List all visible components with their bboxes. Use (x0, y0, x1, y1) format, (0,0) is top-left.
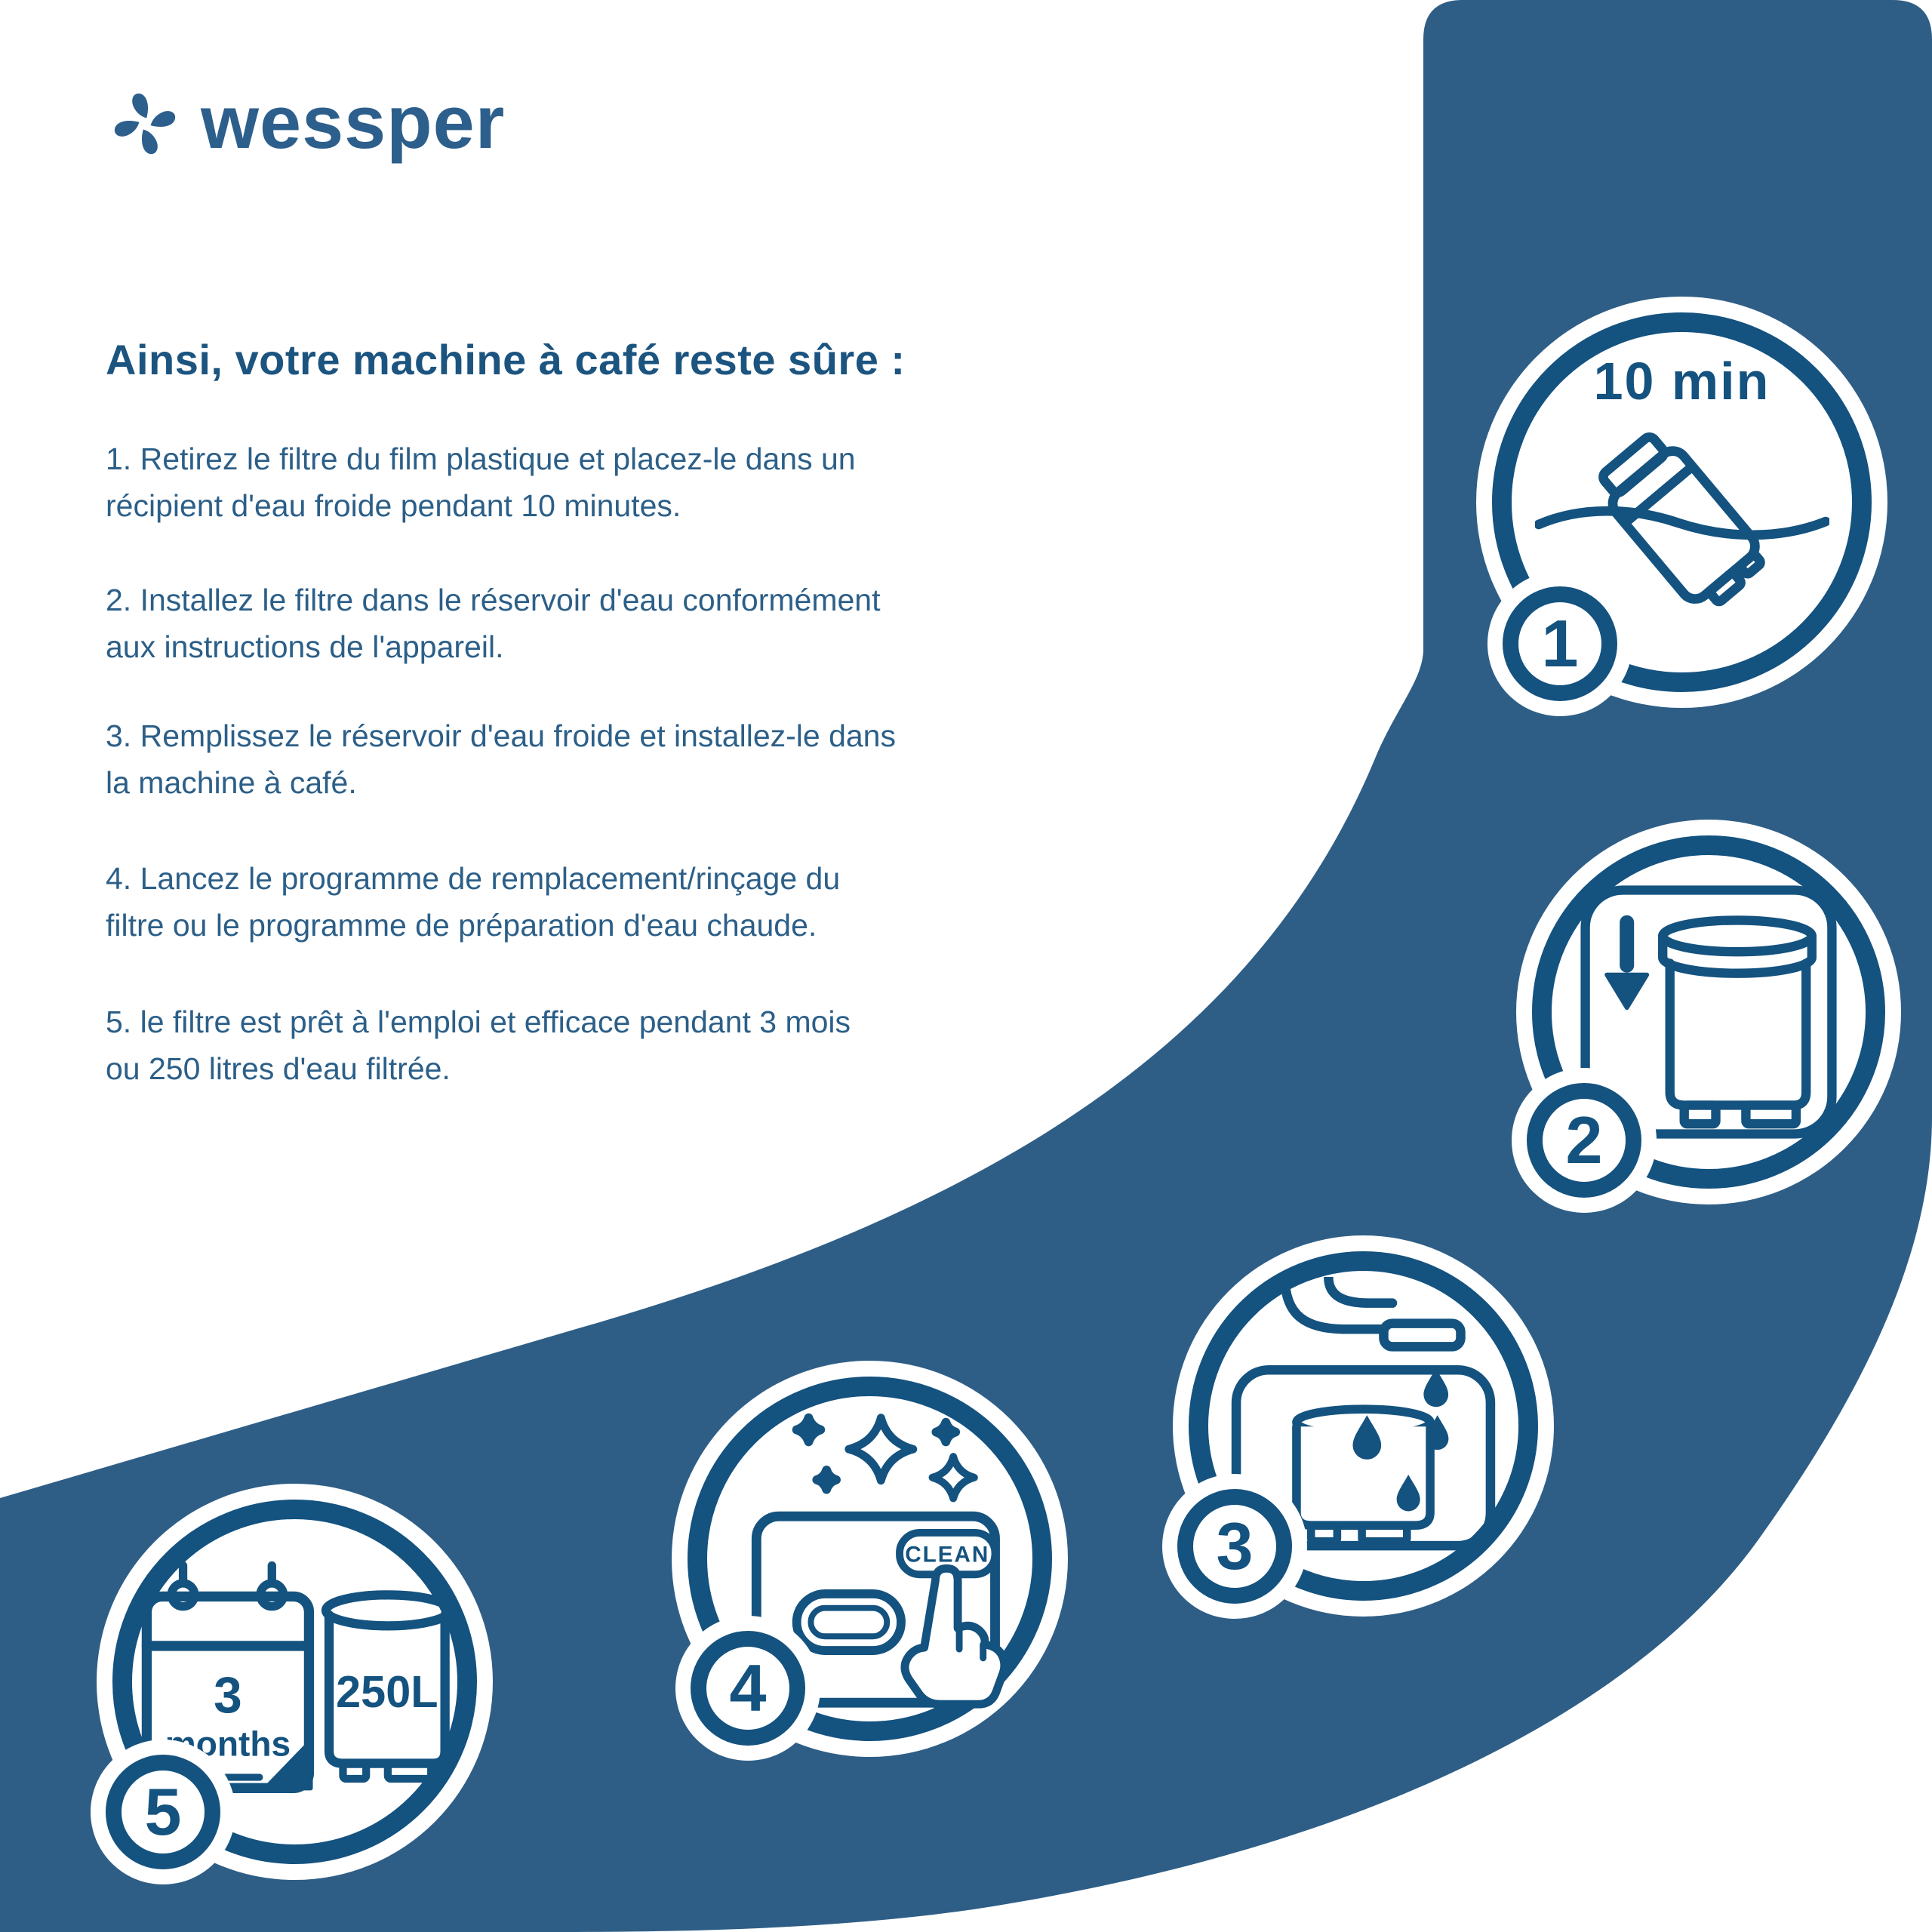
step-5-number-badge: 5 (106, 1755, 220, 1869)
step-3-number-badge: 3 (1177, 1489, 1292, 1604)
calendar-unit-label: months (165, 1724, 291, 1764)
instruction-step-2: 2. Installez le filtre dans le réservoir d'eau conformément aux instructions de l'appareil. (106, 583, 881, 664)
step-circle-1 (1476, 297, 1887, 708)
instruction-step-4: 4. Lancez le programme de remplacement/rinçage du filtre ou le programme de préparation d'eau chaude. (106, 861, 841, 943)
step-4-number-badge: 4 (691, 1631, 805, 1746)
page-title: Ainsi, votre machine à café reste sûre : (106, 336, 906, 383)
step-circle-5 (97, 1484, 493, 1880)
logo (104, 79, 506, 165)
logo-star-icon (104, 83, 186, 165)
step-2-number-badge: 2 (1527, 1083, 1641, 1198)
step-circle-4 (672, 1361, 1068, 1757)
instruction-step-3: 3. Remplissez le réservoir d'eau froide et installez-le dans la machine à café. (106, 718, 896, 800)
step-1-number-badge: 1 (1503, 586, 1617, 701)
instruction-step-5: 5. le filtre est prêt à l'emploi et efficace pendant 3 mois ou 250 litres d'eau filtrée. (106, 1004, 851, 1086)
capacity-label: 250L (336, 1666, 438, 1717)
instruction-step-1: 1. Retirez le filtre du film plastique et placez-le dans un récipient d'eau froide pendant 10 minutes. (106, 441, 856, 523)
step-1-duration-label: 10 min (1593, 352, 1770, 411)
clean-button-label: CLEAN (905, 1542, 990, 1567)
step-circle-3 (1173, 1235, 1554, 1617)
step-circle-2 (1516, 820, 1901, 1204)
logo-wordmark: wessper (201, 79, 506, 164)
calendar-value-label: 3 (214, 1667, 242, 1724)
